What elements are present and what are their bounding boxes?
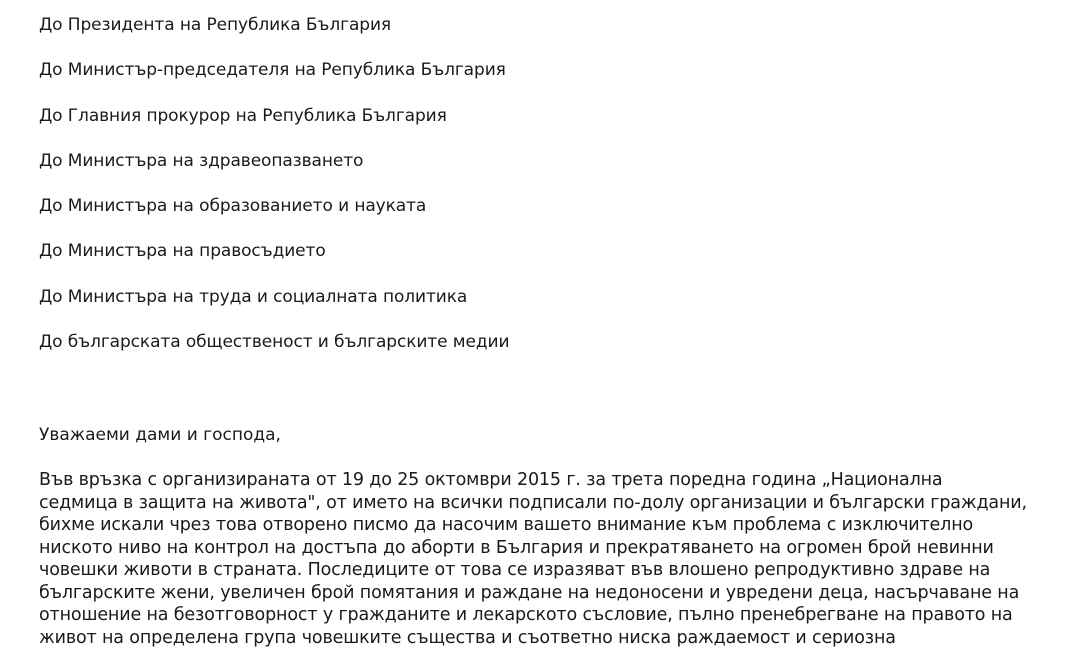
addressee-public-and-media: До българската общественост и българските медии (39, 332, 510, 353)
body-line: бихме искали чрез това отворено писмо да насочим вашето внимание към проблема с изключително (39, 515, 974, 535)
addressee-health-minister: До Министъра на здравеопазването (39, 150, 364, 171)
body-line: българските жени, увеличен брой помятания и раждане на недоносени и увредени деца, насърчаване на (39, 582, 1020, 603)
salutation: Уважаеми дами и господа, (39, 425, 281, 445)
addressee-education-minister: До Министъра на образованието и науката (39, 196, 427, 217)
body-line: ниското ниво на контрол на достъпа до аборти в България и прекратяването на огромен брой невинни (39, 537, 994, 558)
body-line: Във връзка с организираната от 19 до 25 октомври 2015 г. за трета поредна година „Национална (39, 470, 943, 490)
body-line: седмица в защита на живота", от името на всички подписали по-долу организации и български граждани, (39, 492, 1027, 513)
body-line: отношение на безотговорност у гражданите и лекарското съсловие, пълно пренебрегване на правото на (39, 605, 1013, 625)
addressee-list (39, 14, 509, 376)
letter-body-paragraph (39, 469, 1049, 649)
body-line: живот на определена група човешките същества и съответно ниска раждаемост и сериозна (39, 627, 896, 648)
addressee-prime-minister: До Министър-председателя на Република България (39, 60, 506, 81)
addressee-justice-minister: До Министъра на правосъдието (39, 241, 326, 262)
addressee-president: До Президента на Република България (39, 15, 392, 35)
addressee-chief-prosecutor: До Главния прокурор на Република България (39, 105, 447, 126)
addressee-labour-minister: До Министъра на труда и социалната политика (39, 286, 468, 307)
body-line: човешки животи в страната. Последиците от това се изразяват във влошено репродуктивно здраве на (39, 560, 991, 580)
